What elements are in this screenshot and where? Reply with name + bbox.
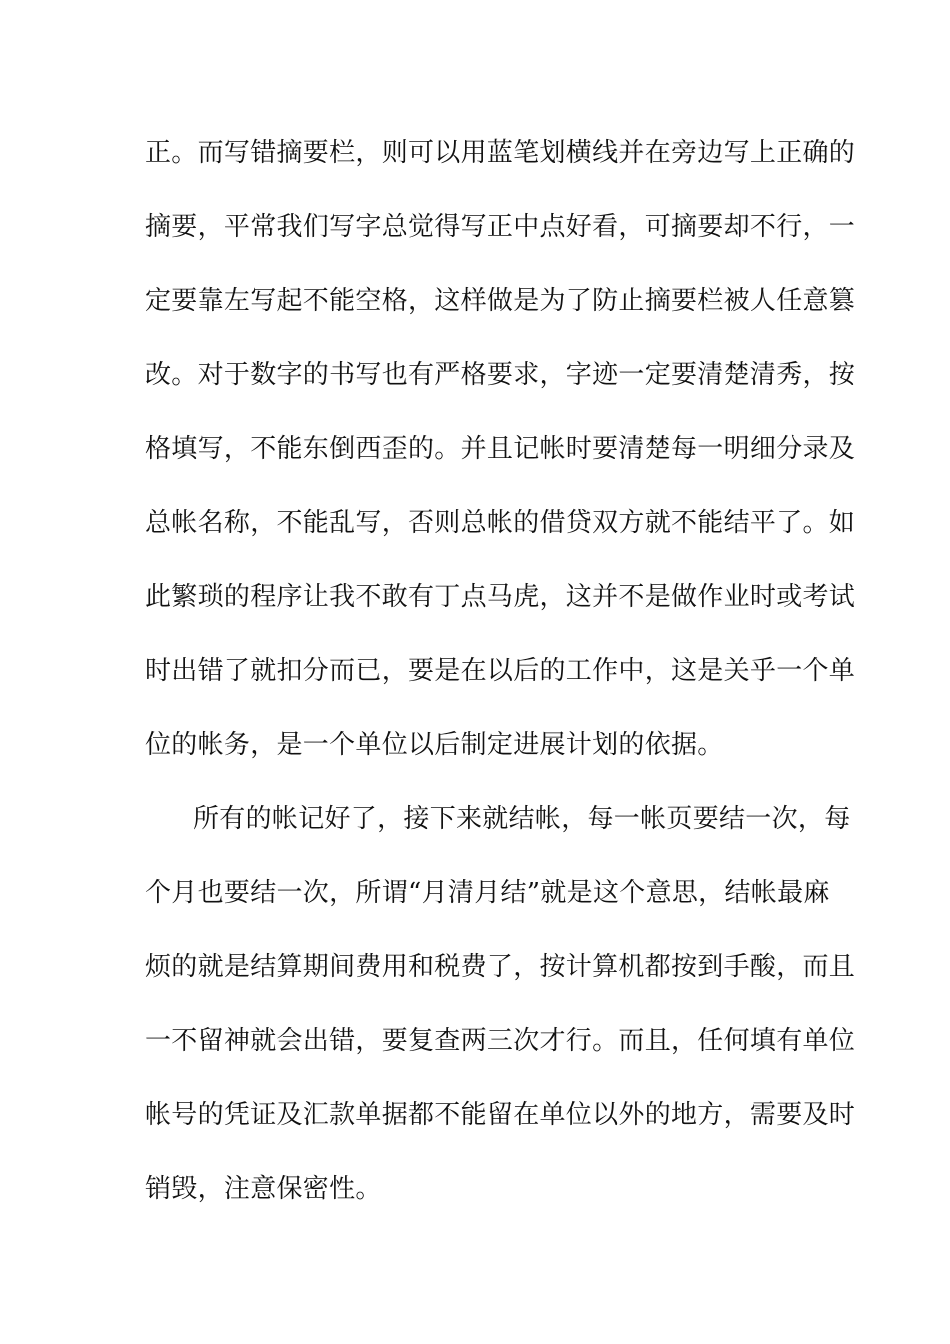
text-line: 总帐名称，不能乱写，否则总帐的借贷双方就不能结平了。如 [145, 508, 856, 538]
text-line: 正。而写错摘要栏，则可以用蓝笔划横线并在旁边写上正确的 [145, 138, 856, 168]
paragraph-first-line: 所有的帐记好了，接下来就结帐，每一帐页要结一次，每 [193, 804, 851, 834]
text-line: 格填写，不能东倒西歪的。并且记帐时要清楚每一明细分录及 [145, 434, 856, 464]
text-line: 摘要，平常我们写字总觉得写正中点好看，可摘要却不行，一 [145, 212, 856, 242]
text-line: 个月也要结一次，所谓“月清月结”就是这个意思，结帐最麻 [145, 878, 830, 908]
text-line: 改。对于数字的书写也有严格要求，字迹一定要清楚清秀，按 [145, 360, 856, 390]
text-line: 定要靠左写起不能空格，这样做是为了防止摘要栏被人任意篡 [145, 286, 856, 316]
text-line: 烦的就是结算期间费用和税费了，按计算机都按到手酸，而且 [145, 952, 856, 982]
text-line: 此繁琐的程序让我不敢有丁点马虎，这并不是做作业时或考试 [145, 582, 856, 612]
text-line: 位的帐务，是一个单位以后制定进展计划的依据。 [145, 730, 724, 760]
text-line: 帐号的凭证及汇款单据都不能留在单位以外的地方，需要及时 [145, 1100, 856, 1130]
text-line: 一不留神就会出错，要复查两三次才行。而且，任何填有单位 [145, 1026, 856, 1056]
text-line: 时出错了就扣分而已，要是在以后的工作中，这是关乎一个单 [145, 656, 856, 686]
text-line: 销毁，注意保密性。 [145, 1174, 382, 1204]
